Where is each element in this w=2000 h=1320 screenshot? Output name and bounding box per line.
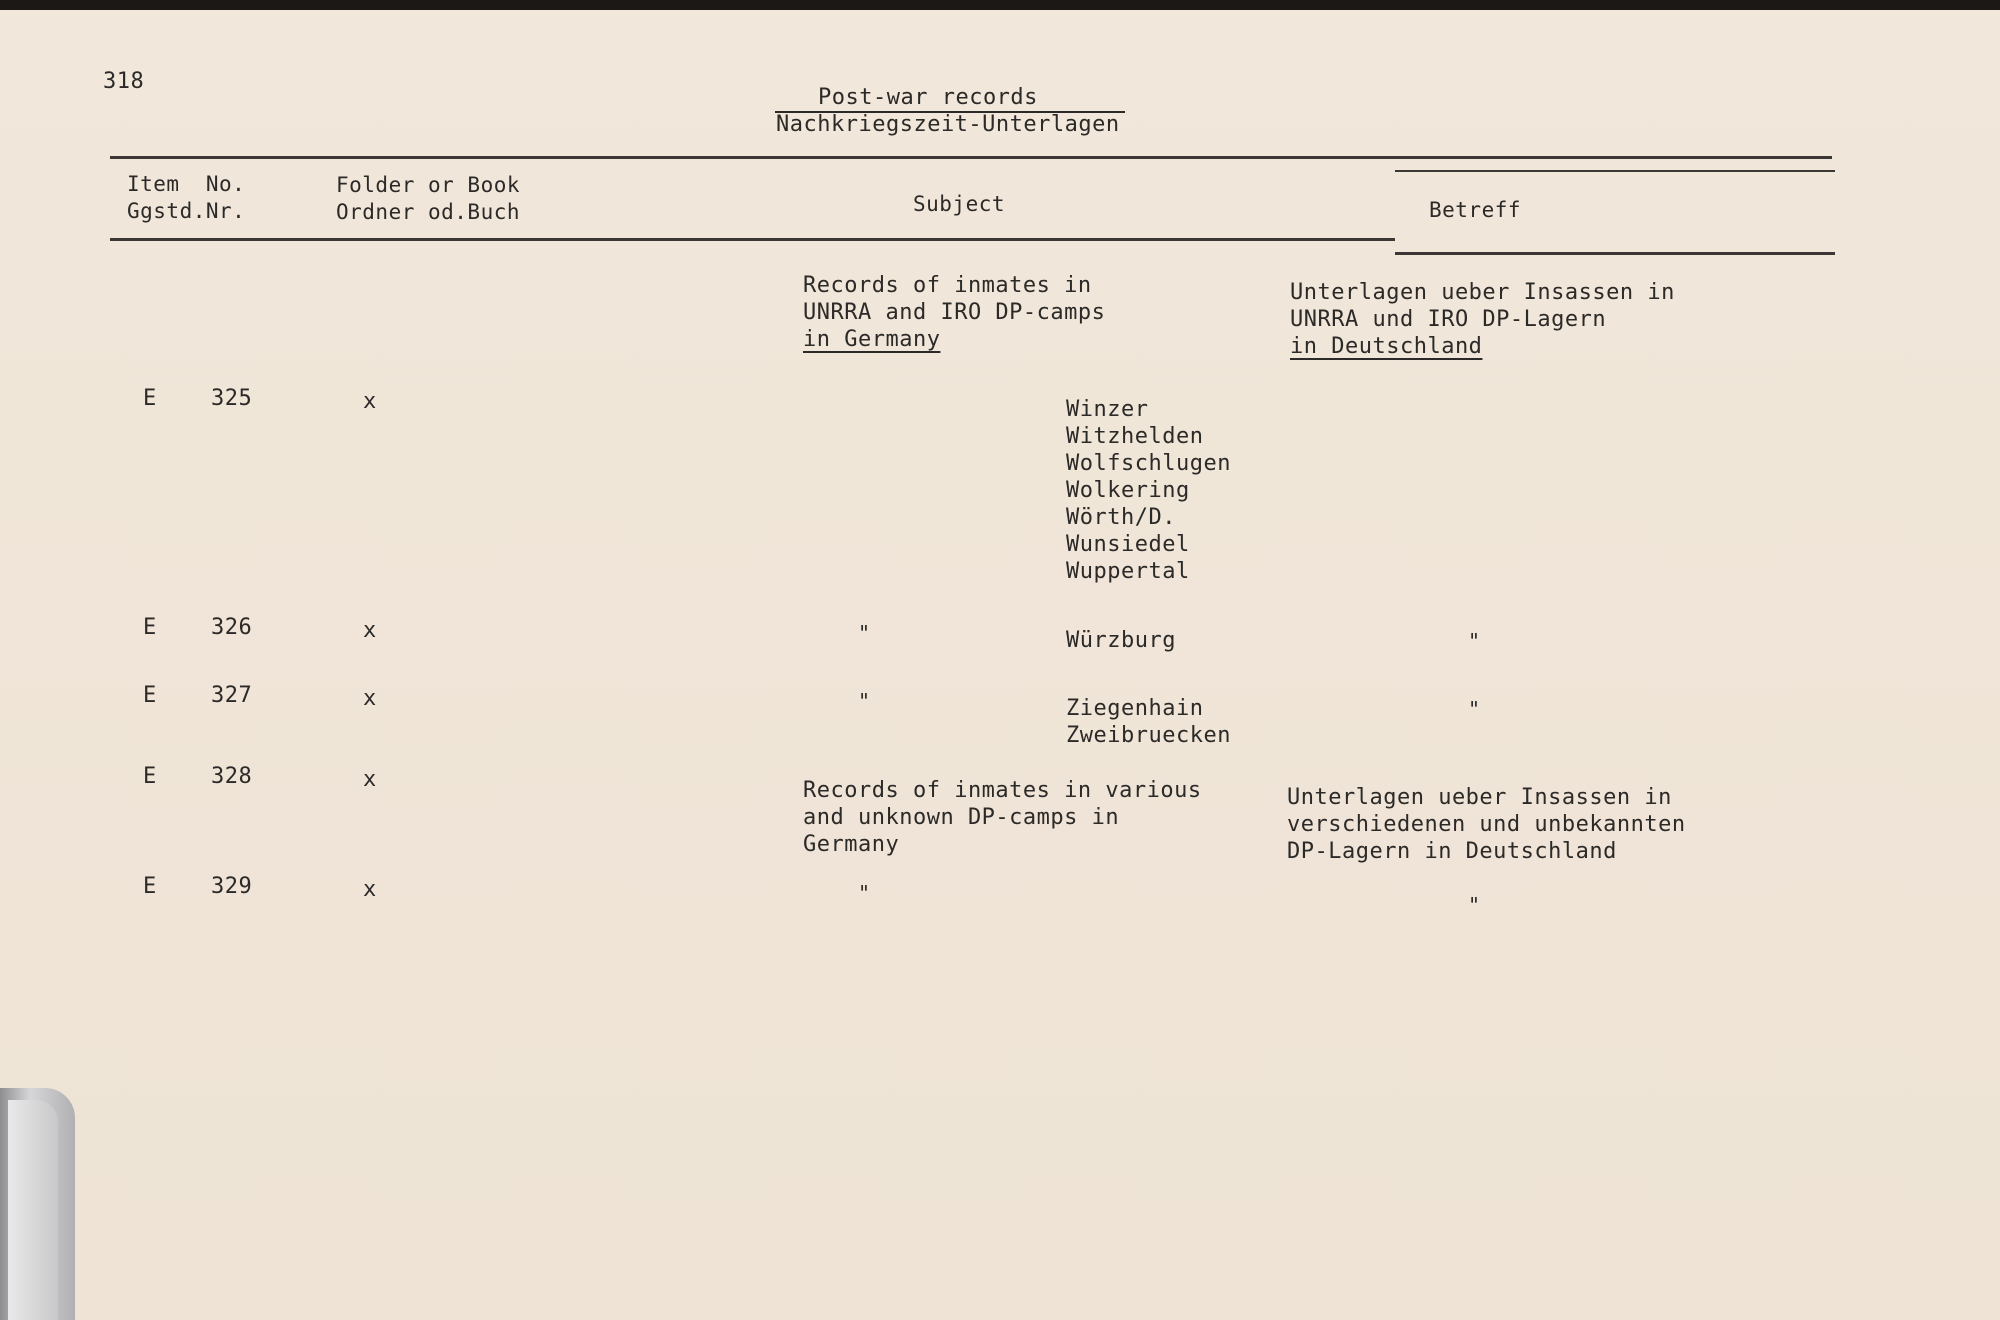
row-328-letter: E [143, 764, 157, 789]
row-328-betreff-line: Unterlagen ueber Insassen in [1287, 785, 1672, 810]
title-english: Post-war records [818, 85, 1038, 110]
row-326-mark: x [363, 618, 377, 643]
row-326-place: Würzburg [1066, 628, 1176, 653]
row-327-place: Zweibruecken [1066, 723, 1231, 748]
row-328-subject-line: Germany [803, 832, 900, 857]
row-326-letter: E [143, 615, 157, 640]
row-325-place: Wuppertal [1066, 559, 1190, 584]
row-329-mark: x [363, 877, 377, 902]
row-329-subject-ditto: " [858, 881, 871, 905]
row-327-betreff-ditto: " [1468, 697, 1481, 721]
section-subject-line-1: Records of inmates in [803, 273, 1092, 298]
row-328-mark: x [363, 767, 377, 792]
section-betreff-line-3: in Deutschland [1290, 334, 1483, 359]
row-325-place: Winzer [1066, 397, 1149, 422]
row-326-betreff-ditto: " [1468, 629, 1481, 653]
row-328-number: 328 [211, 764, 253, 789]
row-329-betreff-ditto: " [1468, 893, 1481, 917]
row-326-subject-ditto: " [858, 621, 871, 645]
scan-top-edge [0, 0, 2000, 10]
section-betreff-line-2: UNRRA und IRO DP-Lagern [1290, 307, 1607, 332]
header-folder-en: Folder or Book [336, 173, 521, 197]
row-325-place: Wunsiedel [1066, 532, 1190, 557]
row-325-place: Wörth/D. [1066, 505, 1176, 530]
title-german: Nachkriegszeit-Unterlagen [776, 112, 1120, 137]
header-item-de: Ggstd.Nr. [127, 199, 246, 223]
header-top-rule-2 [1395, 170, 1835, 172]
row-326-number: 326 [211, 615, 253, 640]
row-327-subject-ditto: " [858, 689, 871, 713]
row-325-place: Witzhelden [1066, 424, 1204, 449]
row-327-place: Ziegenhain [1066, 696, 1204, 721]
row-325-letter: E [143, 386, 157, 411]
row-325-place: Wolkering [1066, 478, 1190, 503]
page-number: 318 [103, 69, 145, 94]
row-328-subject-line: and unknown DP-camps in [803, 805, 1120, 830]
row-329-letter: E [143, 874, 157, 899]
binder-clip-highlight [8, 1100, 58, 1320]
header-bottom-rule [110, 238, 1395, 241]
row-325-place: Wolfschlugen [1066, 451, 1231, 476]
header-folder-de: Ordner od.Buch [336, 200, 521, 224]
row-325-mark: x [363, 389, 377, 414]
row-327-number: 327 [211, 683, 253, 708]
row-328-betreff-line: verschiedenen und unbekannten [1287, 812, 1686, 837]
header-top-rule [110, 156, 1832, 159]
header-betreff: Betreff [1429, 198, 1522, 222]
section-subject-line-2: UNRRA and IRO DP-camps [803, 300, 1106, 325]
row-328-subject-line: Records of inmates in various [803, 778, 1202, 803]
header-bottom-rule-2 [1395, 252, 1835, 255]
row-327-mark: x [363, 686, 377, 711]
section-subject-line-3: in Germany [803, 327, 941, 352]
row-329-number: 329 [211, 874, 253, 899]
header-item-en: Item No. [127, 172, 246, 196]
row-325-number: 325 [211, 386, 253, 411]
section-betreff-line-1: Unterlagen ueber Insassen in [1290, 280, 1675, 305]
row-328-betreff-line: DP-Lagern in Deutschland [1287, 839, 1617, 864]
row-327-letter: E [143, 683, 157, 708]
header-subject: Subject [913, 192, 1006, 216]
